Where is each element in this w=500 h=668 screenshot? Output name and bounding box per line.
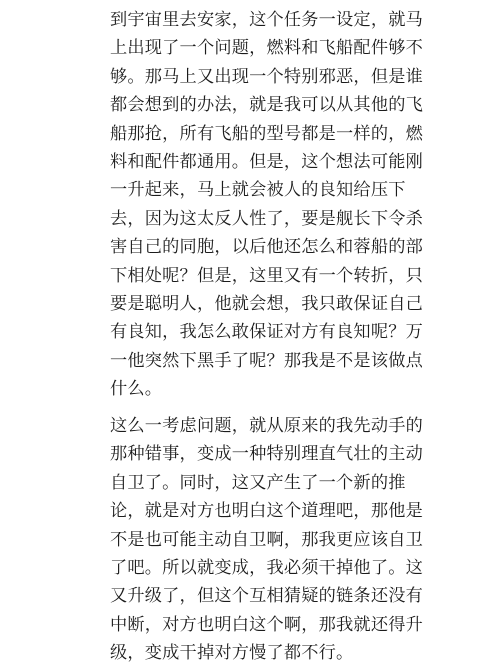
- paragraph-line: 下相处呢？但是，这里又有一个转折，只: [110, 265, 423, 286]
- paragraph-1: [110, 6, 423, 403]
- paragraph-line: 害自己的同胞，以后他还怎么和蓉船的部: [110, 237, 423, 258]
- paragraph-line: 一升起来，马上就会被人的良知给压下: [110, 180, 406, 201]
- paragraph-line: 中断，对方也明白这个啊，那我就还得升: [110, 614, 423, 635]
- paragraph-line: 级，变成干掉对方慢了都不行。: [110, 643, 354, 664]
- paragraph-line: 要是聪明人，他就会想，我只敢保证自己: [110, 293, 423, 314]
- paragraph-line: 这么一考虑问题，就从原来的我先动手的: [110, 416, 423, 436]
- paragraph-line: 船那抢，所有飞船的型号都是一样的，燃: [110, 123, 423, 144]
- paragraph-line: 去，因为这太反人性了，要是舰长下令杀: [110, 208, 423, 229]
- paragraph-line: 料和配件都通用。但是，这个想法可能刚: [110, 151, 423, 172]
- paragraph-line: 上出现了一个问题，燃料和飞船配件够不: [110, 38, 423, 59]
- paragraph-line: 有良知，我怎么敢保证对方有良知呢？万: [110, 322, 423, 343]
- paragraph-line: 够。那马上又出现一个特别邪恶，但是谁: [110, 66, 423, 87]
- paragraph-line: 到宇宙里去安家，这个任务一设定，就马: [110, 10, 423, 30]
- paragraph-line: 那种错事，变成一种特别理直气壮的主动: [110, 444, 423, 465]
- paragraph-line: 自卫了。同时，这又产生了一个新的推: [110, 472, 406, 493]
- paragraph-line: 论，就是对方也明白这个道理吧，那他是: [110, 501, 423, 522]
- paragraph-line: 不是也可能主动自卫啊，那我更应该自卫: [110, 529, 423, 550]
- paragraph-2: [110, 412, 423, 668]
- paragraph-line: 一他突然下黑手了呢？那我是不是该做点: [110, 350, 423, 371]
- paragraph-line: 都会想到的办法，就是我可以从其他的飞: [110, 95, 423, 116]
- paragraph-line: 又升级了，但这个互相猜疑的链条还没有: [110, 586, 423, 607]
- paragraph-line: 什么。: [110, 379, 163, 400]
- paragraph-line: 了吧。所以就变成，我必须干掉他了。这: [110, 557, 423, 578]
